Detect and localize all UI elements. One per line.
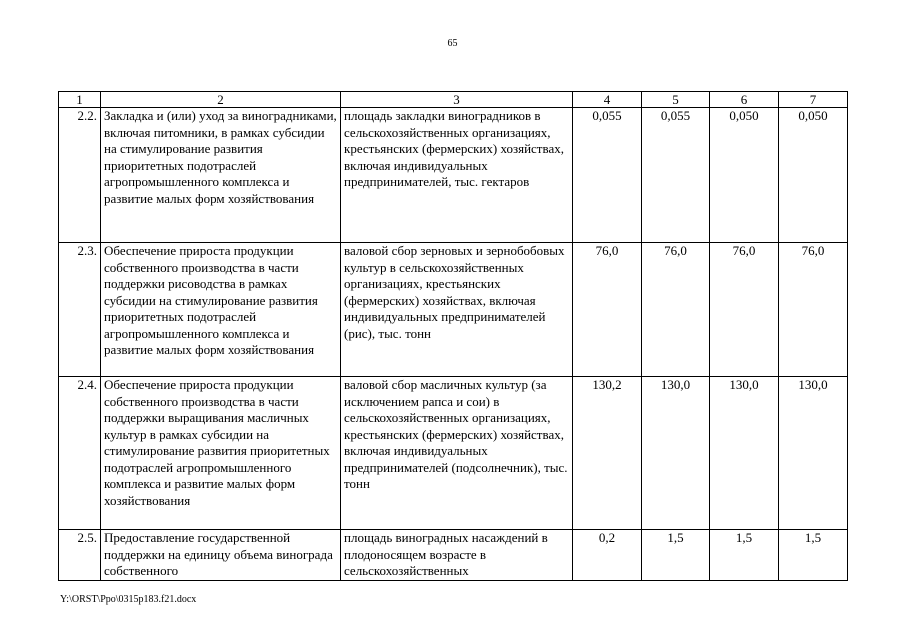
header-cell: 5 bbox=[642, 92, 710, 108]
measure-name: Закладка и (или) уход за виноградниками, включая питомники, в рамках субсидии на стимулирование развития приоритетных подотраслей агропромышленного комплекса и развитие малых форм хозяйствования bbox=[101, 108, 341, 243]
value-col-4: 130,2 bbox=[573, 377, 642, 530]
indicator-name: валовой сбор масличных культур (за исключением рапса и сои) в сельскохозяйственных организациях, крестьянских (фермерских) хозяйствах, включая индивидуальных предпринимателей (подсолнечник), тыс. тонн bbox=[341, 377, 573, 530]
value-col-5: 1,5 bbox=[642, 530, 710, 581]
header-cell: 7 bbox=[779, 92, 848, 108]
value-col-6: 1,5 bbox=[710, 530, 779, 581]
header-cell: 1 bbox=[59, 92, 101, 108]
value-col-5: 0,055 bbox=[642, 108, 710, 243]
indicator-name: площадь закладки виноградников в сельскохозяйственных организациях, крестьянских (фермерских) хозяйствах, включая индивидуальных предпринимателей, тыс. гектаров bbox=[341, 108, 573, 243]
value-col-7: 130,0 bbox=[779, 377, 848, 530]
footer-file-path: Y:\ORST\Ppo\0315p183.f21.docx bbox=[60, 594, 197, 605]
header-cell: 4 bbox=[573, 92, 642, 108]
value-col-4: 76,0 bbox=[573, 243, 642, 377]
value-col-6: 0,050 bbox=[710, 108, 779, 243]
value-col-6: 76,0 bbox=[710, 243, 779, 377]
header-cell: 2 bbox=[101, 92, 341, 108]
indicator-name: площадь виноградных насаждений в плодоносящем возрасте в сельскохозяйственных bbox=[341, 530, 573, 581]
value-col-4: 0,055 bbox=[573, 108, 642, 243]
row-number: 2.5. bbox=[59, 530, 101, 581]
table-row bbox=[59, 377, 848, 530]
row-number: 2.4. bbox=[59, 377, 101, 530]
value-col-4: 0,2 bbox=[573, 530, 642, 581]
measure-name: Предоставление государственной поддержки на единицу объема винограда собственного bbox=[101, 530, 341, 581]
measure-name: Обеспечение прироста продукции собственного производства в части поддержки рисоводства в рамках субсидии на стимулирование развития приоритетных подотраслей агропромышленного комплекса и развитие малых форм хозяйствования bbox=[101, 243, 341, 377]
row-number: 2.3. bbox=[59, 243, 101, 377]
measure-name: Обеспечение прироста продукции собственного производства в части поддержки выращивания масличных культур в рамках субсидии на стимулирование развития приоритетных подотраслей агропромышленного комплекса и развитие малых форм хозяйствования bbox=[101, 377, 341, 530]
value-col-7: 0,050 bbox=[779, 108, 848, 243]
table-row bbox=[59, 243, 848, 377]
value-col-6: 130,0 bbox=[710, 377, 779, 530]
value-col-7: 76,0 bbox=[779, 243, 848, 377]
table-row bbox=[59, 108, 848, 243]
row-number: 2.2. bbox=[59, 108, 101, 243]
value-col-7: 1,5 bbox=[779, 530, 848, 581]
indicators-table bbox=[58, 91, 848, 581]
table-header-row bbox=[59, 92, 848, 108]
value-col-5: 130,0 bbox=[642, 377, 710, 530]
indicator-name: валовой сбор зерновых и зернобобовых культур в сельскохозяйственных организациях, крестьянских (фермерских) хозяйствах, включая индивидуальных предпринимателей (рис), тыс. тонн bbox=[341, 243, 573, 377]
page-number: 65 bbox=[447, 38, 458, 49]
header-cell: 6 bbox=[710, 92, 779, 108]
table-row bbox=[59, 530, 848, 581]
value-col-5: 76,0 bbox=[642, 243, 710, 377]
header-cell: 3 bbox=[341, 92, 573, 108]
